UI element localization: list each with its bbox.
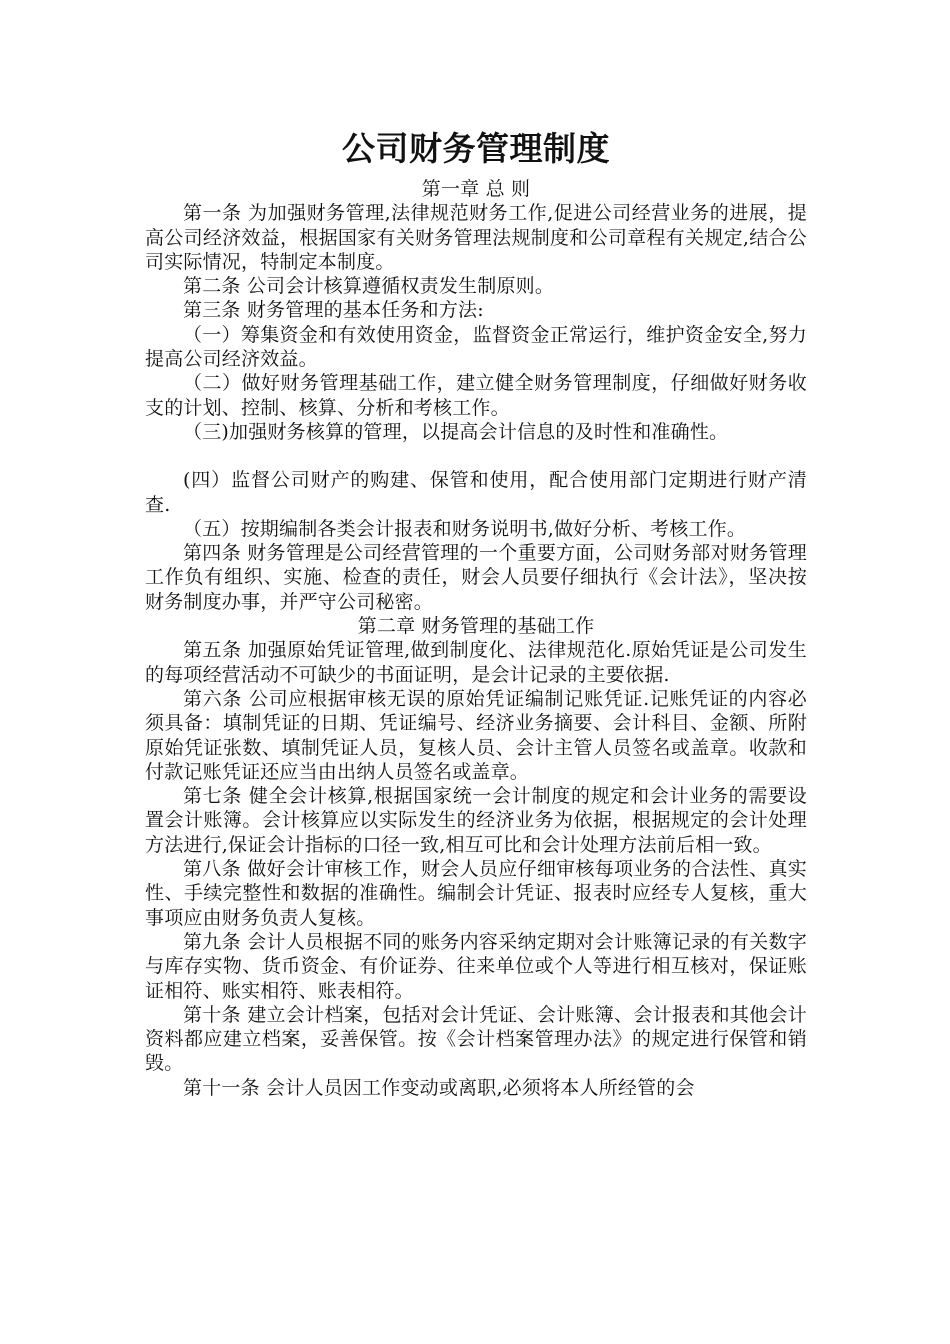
article-3-item-4: (四）监督公司财产的购建、保管和使用，配合使用部门定期进行财产清查. xyxy=(145,469,807,516)
article-3: 第三条 财务管理的基本任务和方法: xyxy=(183,299,484,322)
document-page xyxy=(145,124,807,1100)
article-3-item-5: （五）按期编制各类会计报表和财务说明书,做好分析、考核工作。 xyxy=(183,517,747,540)
article-9: 第九条 会计人员根据不同的账务内容采纳定期对会计账簿记录的有关数字与库存实物、货币资金、有价证券、往来单位或个人等进行相互核对，保证账证相符、账实相符、账表相符。 xyxy=(145,930,807,1002)
article-8: 第八条 做好会计审核工作，财会人员应仔细审核每项业务的合法性、真实性、手续完整性和数据的准确性。编制会计凭证、报表时应经专人复核，重大事项应由财务负责人复核。 xyxy=(145,858,807,929)
article-4: 第四条 财务管理是公司经营管理的一个重要方面，公司财务部对财务管理工作负有组织、实施、检查的责任，财会人员要仔细执行《会计法》，坚决按财务制度办事，并严守公司秘密。 xyxy=(145,542,807,613)
article-3-item-2: （二）做好财务管理基础工作，建立健全财务管理制度，仔细做好财务收支的计划、控制、核算、分析和考核工作。 xyxy=(145,372,807,419)
article-5: 第五条 加强原始凭证管理,做到制度化、法律规范化.原始凭证是公司发生的每项经营活动不可缺少的书面证明，是会计记录的主要依据. xyxy=(145,639,807,686)
article-3-item-1: （一）筹集资金和有效使用资金，监督资金正常运行，维护资金安全,努力提高公司经济效益。 xyxy=(145,323,807,371)
article-3-item-3: （三)加强财务核算的管理，以提高会计信息的及时性和准确性。 xyxy=(183,420,729,443)
article-11: 第十一条 会计人员因工作变动或离职,必须将本人所经管的会 xyxy=(183,1076,695,1099)
article-6: 第六条 公司应根据审核无误的原始凭证编制记账凭证.记账凭证的内容必须具备：填制凭证的日期、凭证编号、经济业务摘要、会计科目、金额、所附原始凭证张数、填制凭证人员，复核人员、会计主管人员签名或盖章。收款和付款记账凭证还应当由出纳人员签名或盖章。 xyxy=(145,687,807,783)
chapter-1-heading: 第一章 总 则 xyxy=(421,178,531,200)
article-1: 第一条 为加强财务管理,法律规范财务工作,促进公司经营业务的进展，提高公司经济效益，根据国家有关财务管理法规制度和公司章程有关规定,结合公司实际情况，特制定本制度。 xyxy=(145,202,807,273)
article-10: 第十条 建立会计档案，包括对会计凭证、会计账簿、会计报表和其他会计资料都应建立档案，妥善保管。按《会计档案管理办法》的规定进行保管和销毁。 xyxy=(145,1003,807,1075)
chapter-2-heading: 第二章 财务管理的基础工作 xyxy=(357,615,595,638)
article-7: 第七条 健全会计核算,根据国家统一会计制度的规定和会计业务的需要设置会计账簿。会计核算应以实际发生的经济业务为依据，根据规定的会计处理方法进行,保证会计指标的口径一致,相互可比和会计处理方法前后相一致。 xyxy=(145,785,807,856)
article-2: 第二条 公司会计核算遵循权责发生制原则。 xyxy=(183,275,555,298)
document-title: 公司财务管理制度 xyxy=(342,129,610,168)
